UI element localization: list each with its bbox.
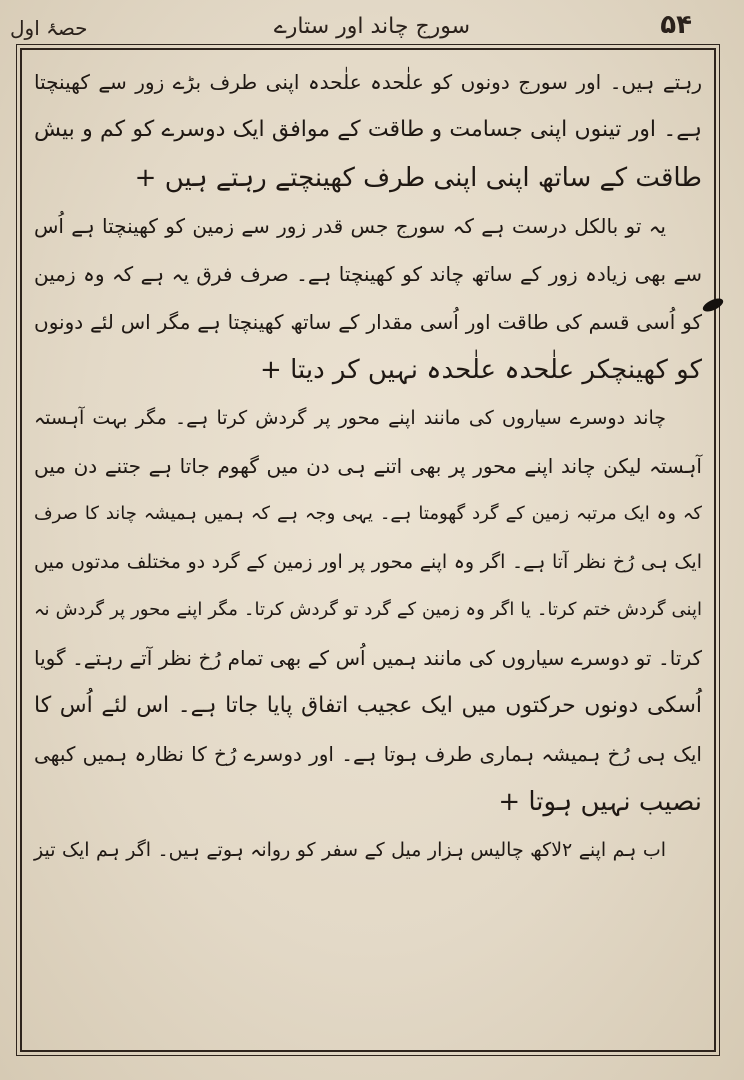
page-number: ۵۴ bbox=[660, 10, 692, 40]
text-line: کو اُسی قسم کی طاقت اور اُسی مقدار کے ساتھ کھینچتا ہے مگر اس لئے دونوں bbox=[34, 310, 702, 334]
text-line: نصیب نہیں ہوتا + bbox=[498, 787, 702, 817]
text-line: ایک ہی رُخ نظر آتا ہے۔ اگر وہ اپنے محور پر اور زمین کے گرد دو مختلف مدتوں میں bbox=[34, 551, 702, 573]
text-line: طاقت کے ساتھ اپنی اپنی طرف کھینچتے رہتے ہیں + bbox=[134, 163, 702, 193]
text-line: اپنی گردش ختم کرتا۔ یا اگر وہ زمین کے گرد تو گردش کرتا۔ مگر اپنے محور پر گردش نہ bbox=[34, 599, 702, 620]
text-line: کرتا۔ تو دوسرے سیاروں کی مانند ہمیں اُس کے بھی تمام رُخ نظر آتے رہتے۔ گویا bbox=[34, 646, 702, 670]
text-line: ہے۔ اور تینوں اپنی جسامت و طاقت کے موافق ایک دوسرے کو کم و بیش bbox=[34, 117, 702, 142]
body-text bbox=[30, 58, 706, 874]
text-line: یہ تو بالکل درست ہے کہ سورج جس قدر زور سے زمین کو کھینچتا ہے اُس bbox=[34, 214, 666, 238]
text-line: کہ وہ ایک مرتبہ زمین کے گرد گھومتا ہے۔ یہی وجہ ہے کہ ہمیں ہمیشہ چاند کا صرف bbox=[34, 503, 702, 524]
part-label: حصۂ اول bbox=[10, 16, 88, 40]
text-line: آہستہ لیکن چاند اپنے محور پر بھی اتنے ہی دن میں گھوم جاتا ہے جتنے دن میں bbox=[34, 454, 702, 478]
text-line: سے بھی زیادہ زور کے ساتھ چاند کو کھینچتا ہے۔ صرف فرق یہ ہے کہ وہ زمین bbox=[34, 262, 702, 286]
page-header bbox=[0, 10, 744, 50]
running-title: سورج چاند اور ستارے bbox=[273, 14, 471, 39]
text-line: کو کھینچکر علٰحدہ علٰحدہ نہیں کر دیتا + bbox=[260, 355, 702, 385]
text-line: اب ہم اپنے ۲لاکھ چالیس ہزار میل کے سفر کو روانہ ہوتے ہیں۔ اگر ہم ایک تیز bbox=[34, 839, 666, 861]
text-line: رہتے ہیں۔ اور سورج دونوں کو علٰحدہ علٰحدہ اپنی طرف بڑے زور سے کھینچتا bbox=[34, 70, 702, 94]
text-line: اُسکی دونوں حرکتوں میں ایک عجیب اتفاق پایا جاتا ہے۔ اس لئے اُس کا bbox=[34, 693, 702, 718]
text-line: چاند دوسرے سیاروں کی مانند اپنے محور پر گردش کرتا ہے۔ مگر بہت آہستہ bbox=[34, 407, 666, 429]
text-line: ایک ہی رُخ ہمیشہ ہماری طرف ہوتا ہے۔ اور دوسرے رُخ کا نظارہ ہمیں کبھی bbox=[34, 742, 702, 766]
